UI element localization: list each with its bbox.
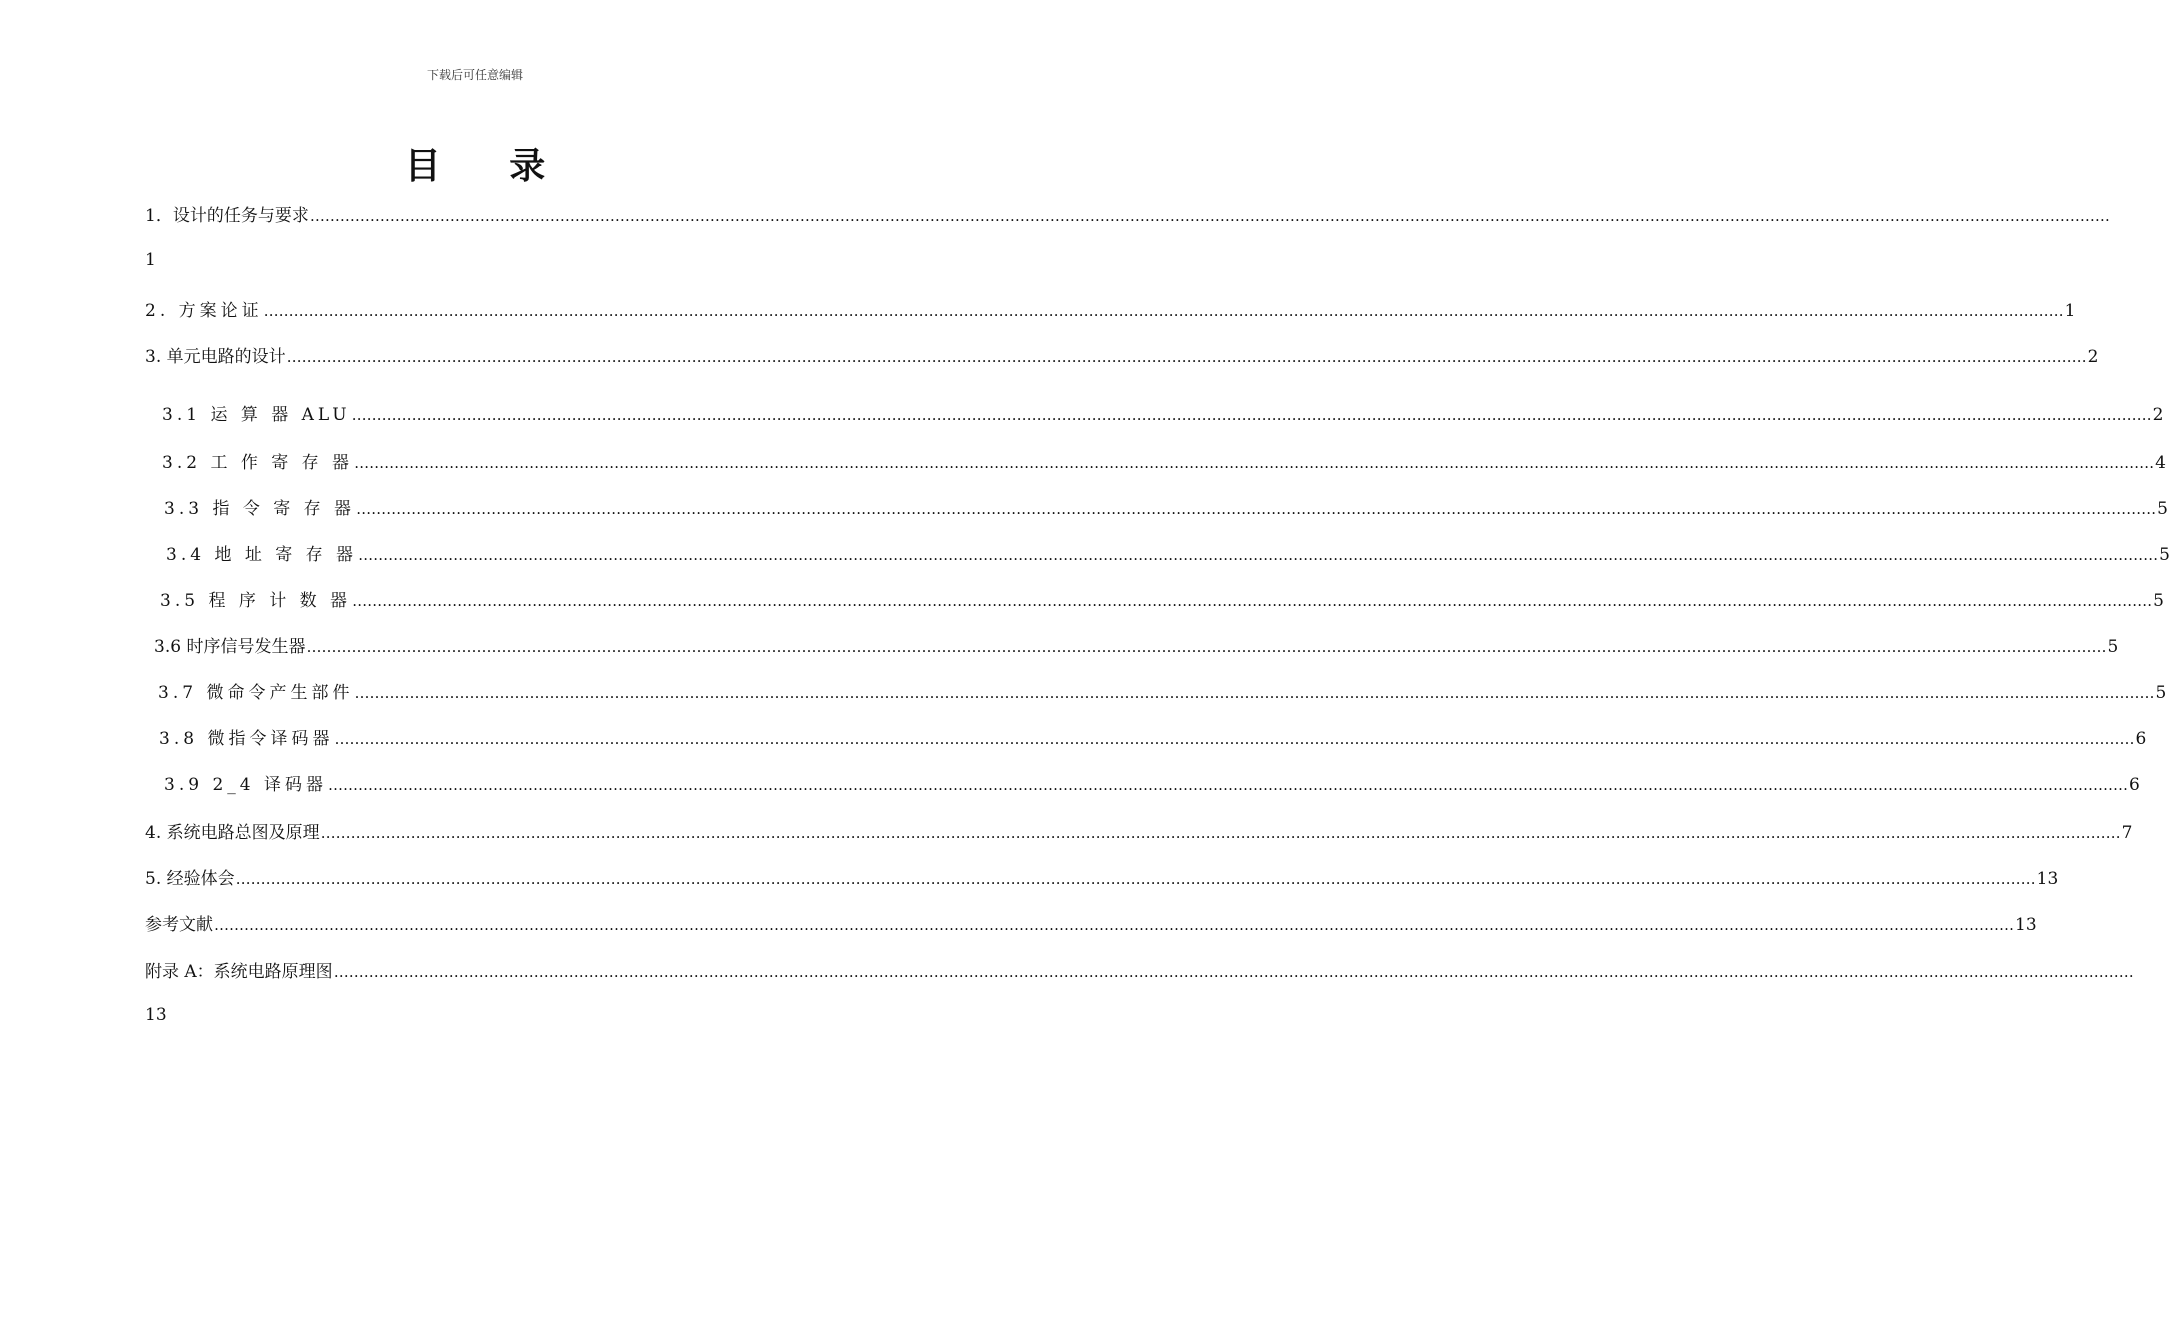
toc-dot-leader: ……………………………………………………………………………………………………………………………………………………………………………………………………………………………………………………………………………………………………………………………… <box>263 302 2064 320</box>
toc-entry <box>145 818 2133 843</box>
toc-entry-page: 5 <box>2155 683 2167 703</box>
toc-entry-label: 3.8 微指令译码器 <box>159 729 334 749</box>
toc-entry-page: 13 <box>2015 915 2037 935</box>
toc-dot-leader: ……………………………………………………………………………………………………………………………………………………………………………………………………………………………………………………………………………………………………………………………… <box>351 406 2152 424</box>
toc-entry-label: 1．设计的任务与要求 <box>145 206 309 226</box>
toc-entry-label: 3.4 地 址 寄 存 器 <box>166 545 358 565</box>
toc-entry-label: 附录 A：系统电路原理图 <box>145 962 333 982</box>
toc-entry-label: 参考文献 <box>145 915 213 935</box>
toc-entry-page: 6 <box>2135 729 2147 749</box>
toc-entry <box>158 678 2167 703</box>
toc-dot-leader: ……………………………………………………………………………………………………………………………………………………………………………………………………………………………………………………………………………………………………………………………… <box>286 348 2087 366</box>
toc-wrapped-page-number: 13 <box>145 1005 167 1025</box>
toc-entry-page: 6 <box>2128 775 2140 795</box>
toc-dot-leader: ……………………………………………………………………………………………………………………………………………………………………………………………………………………………………………………………………………………………………………………………… <box>327 776 2128 794</box>
toc-dot-leader: ……………………………………………………………………………………………………………………………………………………………………………………………………………………………………………………………………………………………………………………………… <box>309 207 2110 225</box>
toc-entry <box>145 201 2110 226</box>
toc-entry-page: 7 <box>2121 823 2133 843</box>
toc-entry <box>145 864 2059 889</box>
toc-entry-label: 3.5 程 序 计 数 器 <box>160 591 352 611</box>
toc-entry <box>162 448 2166 473</box>
toc-dot-leader: ……………………………………………………………………………………………………………………………………………………………………………………………………………………………………………………………………………………………………………………………… <box>214 916 2014 934</box>
toc-entry <box>145 910 2037 935</box>
toc-entry-page: 5 <box>2107 637 2119 657</box>
toc-entry <box>159 724 2147 749</box>
toc-entry-page: 13 <box>2036 869 2059 889</box>
toc-entry-page: 2 <box>2152 405 2164 425</box>
toc-dot-leader: ……………………………………………………………………………………………………………………………………………………………………………………………………………………………………………………………………………………………………………………………… <box>354 454 2155 472</box>
toc-entry-label: 4. 系统电路总图及原理 <box>145 823 320 843</box>
toc-dot-leader: ……………………………………………………………………………………………………………………………………………………………………………………………………………………………………………………………………………………………………………………………… <box>320 824 2121 842</box>
toc-entry-label: 3. 单元电路的设计 <box>145 347 286 367</box>
toc-title: 目 录 <box>404 145 574 187</box>
toc-dot-leader: ……………………………………………………………………………………………………………………………………………………………………………………………………………………………………………………………………………………………………………………………… <box>235 870 2036 888</box>
toc-entry <box>160 586 2164 611</box>
toc-wrapped-page-number: 1 <box>145 250 156 270</box>
toc-entry-label: 3.1 运 算 器 ALU <box>162 405 351 425</box>
toc-dot-leader: ……………………………………………………………………………………………………………………………………………………………………………………………………………………………………………………………………………………………………………………………… <box>356 500 2157 518</box>
toc-entry <box>162 400 2164 425</box>
toc-entry <box>145 296 2076 321</box>
toc-entry-page: 5 <box>2159 545 2170 565</box>
toc-entry <box>145 342 2099 367</box>
toc-dot-leader: ……………………………………………………………………………………………………………………………………………………………………………………………………………………………………………………………………………………………………………………………… <box>334 730 2135 748</box>
toc-entry-page: 2 <box>2087 347 2099 367</box>
toc-dot-leader: ……………………………………………………………………………………………………………………………………………………………………………………………………………………………………………………………………………………………………………………………… <box>352 592 2153 610</box>
toc-entry-page: 1 <box>2064 301 2076 321</box>
toc-entry <box>145 957 2134 982</box>
toc-dot-leader: ……………………………………………………………………………………………………………………………………………………………………………………………………………………………………………………………………………………………………………………………… <box>354 684 2155 702</box>
toc-entry <box>164 770 2140 795</box>
toc-entry <box>154 632 2119 657</box>
toc-entry-label: 3.3 指 令 寄 存 器 <box>164 499 356 519</box>
toc-entry-label: 3.9 2_4 译码器 <box>164 775 327 795</box>
toc-entry <box>166 540 2170 565</box>
toc-entry-label: 5. 经验体会 <box>145 869 235 889</box>
toc-entry-label: 3.7 微命令产生部件 <box>158 683 354 703</box>
toc-entry-page: 5 <box>2157 499 2168 519</box>
toc-dot-leader: ……………………………………………………………………………………………………………………………………………………………………………………………………………………………………………………………………………………………………………………………… <box>306 638 2107 656</box>
toc-entry-page: 4 <box>2155 453 2166 473</box>
page-header-note: 下载后可任意编辑 <box>426 68 523 82</box>
toc-dot-leader: ……………………………………………………………………………………………………………………………………………………………………………………………………………………………………………………………………………………………………………………………… <box>358 546 2159 564</box>
toc-entry <box>164 494 2168 519</box>
toc-entry-label: 3.6 时序信号发生器 <box>154 637 306 657</box>
toc-entry-page: 5 <box>2153 591 2164 611</box>
toc-entry-label: 2. 方案论证 <box>145 301 263 321</box>
toc-entry-label: 3.2 工 作 寄 存 器 <box>162 453 354 473</box>
toc-dot-leader: ……………………………………………………………………………………………………………………………………………………………………………………………………………………………………………………………………………………………………………………………… <box>333 963 2134 981</box>
